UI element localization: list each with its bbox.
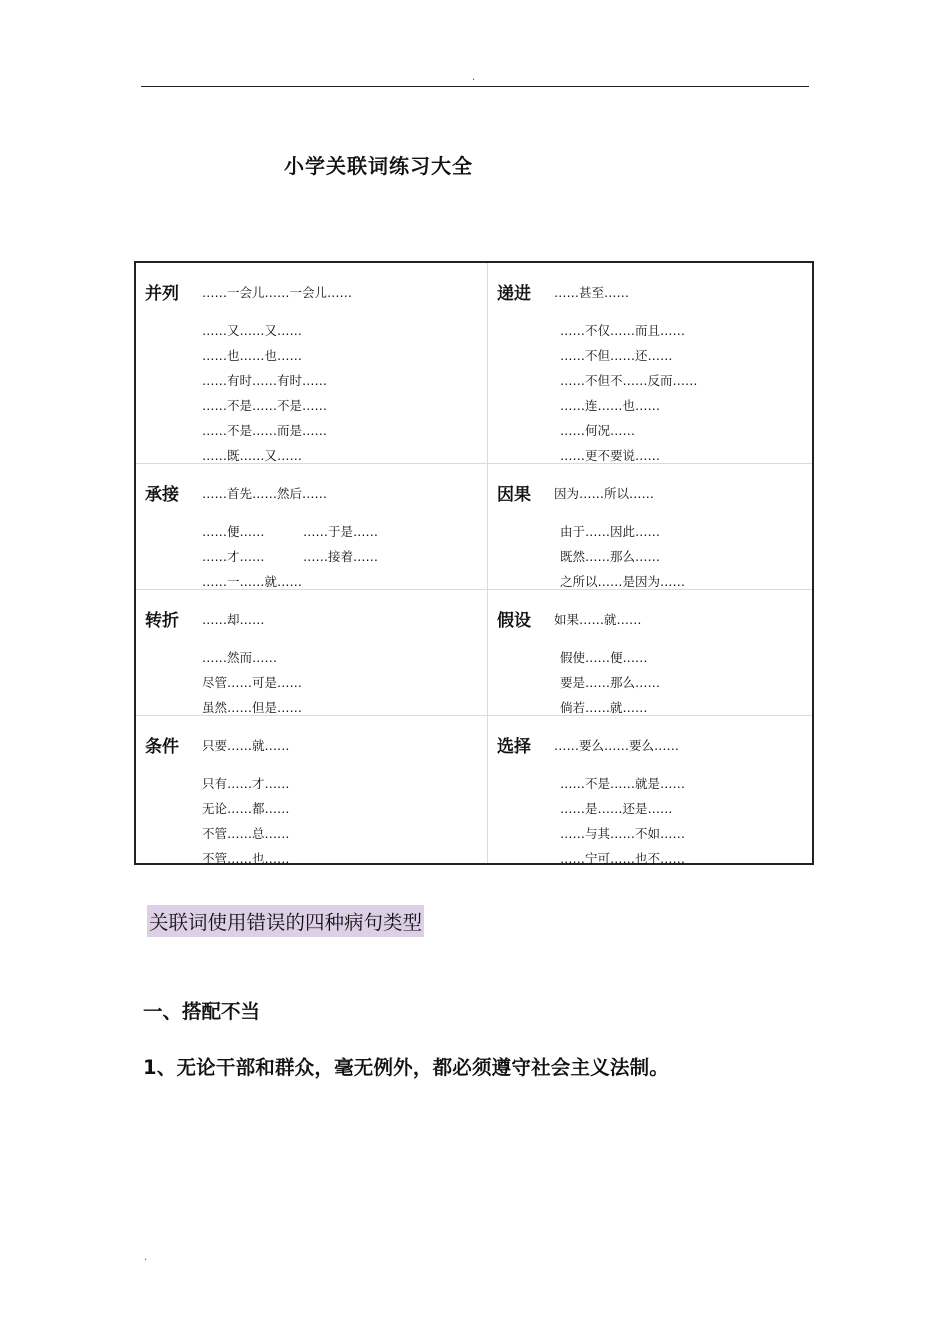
category-first-example: ……甚至…… [554,285,630,300]
category-label: 转折 [145,611,179,631]
section-heading: 一、搭配不当 [143,1000,261,1023]
example-line: ……于是…… [303,524,379,539]
cell-adversative [136,590,488,716]
example-line: 只有……才…… [202,776,290,791]
example-line: 倘若……就…… [560,700,648,715]
example-line: 无论……都…… [202,801,290,816]
example-line: ……是……还是…… [560,801,673,816]
example-line: ……不但……还…… [560,348,673,363]
category-first-example: ……一会儿……一会儿…… [202,285,353,300]
cell-conditional [136,716,488,866]
example-line: 尽管……可是…… [202,675,303,690]
category-label: 并列 [145,284,179,304]
section-highlight: 关联词使用错误的四种病句类型 [147,905,424,937]
category-first-example: 因为……所以…… [554,486,655,501]
cell-progressive [488,263,812,464]
category-label: 承接 [145,485,179,505]
example-line: ……宁可……也不…… [560,851,686,866]
example-line: ……有时……有时…… [202,373,328,388]
example-line: ……不仅……而且…… [560,323,686,338]
footer-dot: . [144,1252,148,1263]
example-line: ……既……又…… [202,448,303,463]
cell-sequential [136,464,488,590]
example-line: ……不但不……反而…… [560,373,698,388]
category-label: 选择 [497,737,531,757]
cell-parallel [136,263,488,464]
category-first-example: 只要……就…… [202,738,290,753]
example-line: ……何况…… [560,423,636,438]
cell-causal [488,464,812,590]
example-line: 既然……那么…… [560,549,661,564]
header-dot: . [472,72,476,83]
example-sentence: 1、无论干部和群众，毫无例外，都必须遵守社会主义法制。 [143,1056,669,1079]
example-line: ……不是……就是…… [560,776,686,791]
example-line: 由于……因此…… [560,524,661,539]
example-line: 要是……那么…… [560,675,661,690]
example-line: ……连……也…… [560,398,661,413]
cell-hypothetical [488,590,812,716]
category-label: 递进 [497,284,531,304]
category-first-example: ……首先……然后…… [202,486,328,501]
conjunction-table [134,261,814,865]
category-label: 因果 [497,485,531,505]
example-line: ……也……也…… [202,348,303,363]
example-line: ……接着…… [303,549,379,564]
example-line: ……更不要说…… [560,448,661,463]
page-title: 小学关联词练习大全 [284,154,473,178]
example-line: 之所以……是因为…… [560,574,686,589]
example-line: 虽然……但是…… [202,700,303,715]
example-line: 假使……便…… [560,650,648,665]
header-rule [141,86,809,87]
example-line: ……不是……不是…… [202,398,328,413]
category-label: 假设 [497,611,531,631]
example-line: ……不是……而是…… [202,423,328,438]
category-first-example: ……却…… [202,612,265,627]
category-first-example: ……要么……要么…… [554,738,680,753]
example-line: 不管……总…… [202,826,290,841]
example-line: ……与其……不如…… [560,826,686,841]
category-label: 条件 [145,737,179,757]
example-line: ……才…… [202,549,265,564]
example-line: ……然而…… [202,650,278,665]
example-line: 不管……也…… [202,851,290,866]
cell-alternative [488,716,812,866]
example-line: ……便…… [202,524,265,539]
example-line: ……又……又…… [202,323,303,338]
category-first-example: 如果……就…… [554,612,642,627]
example-line: ……一……就…… [202,574,303,589]
